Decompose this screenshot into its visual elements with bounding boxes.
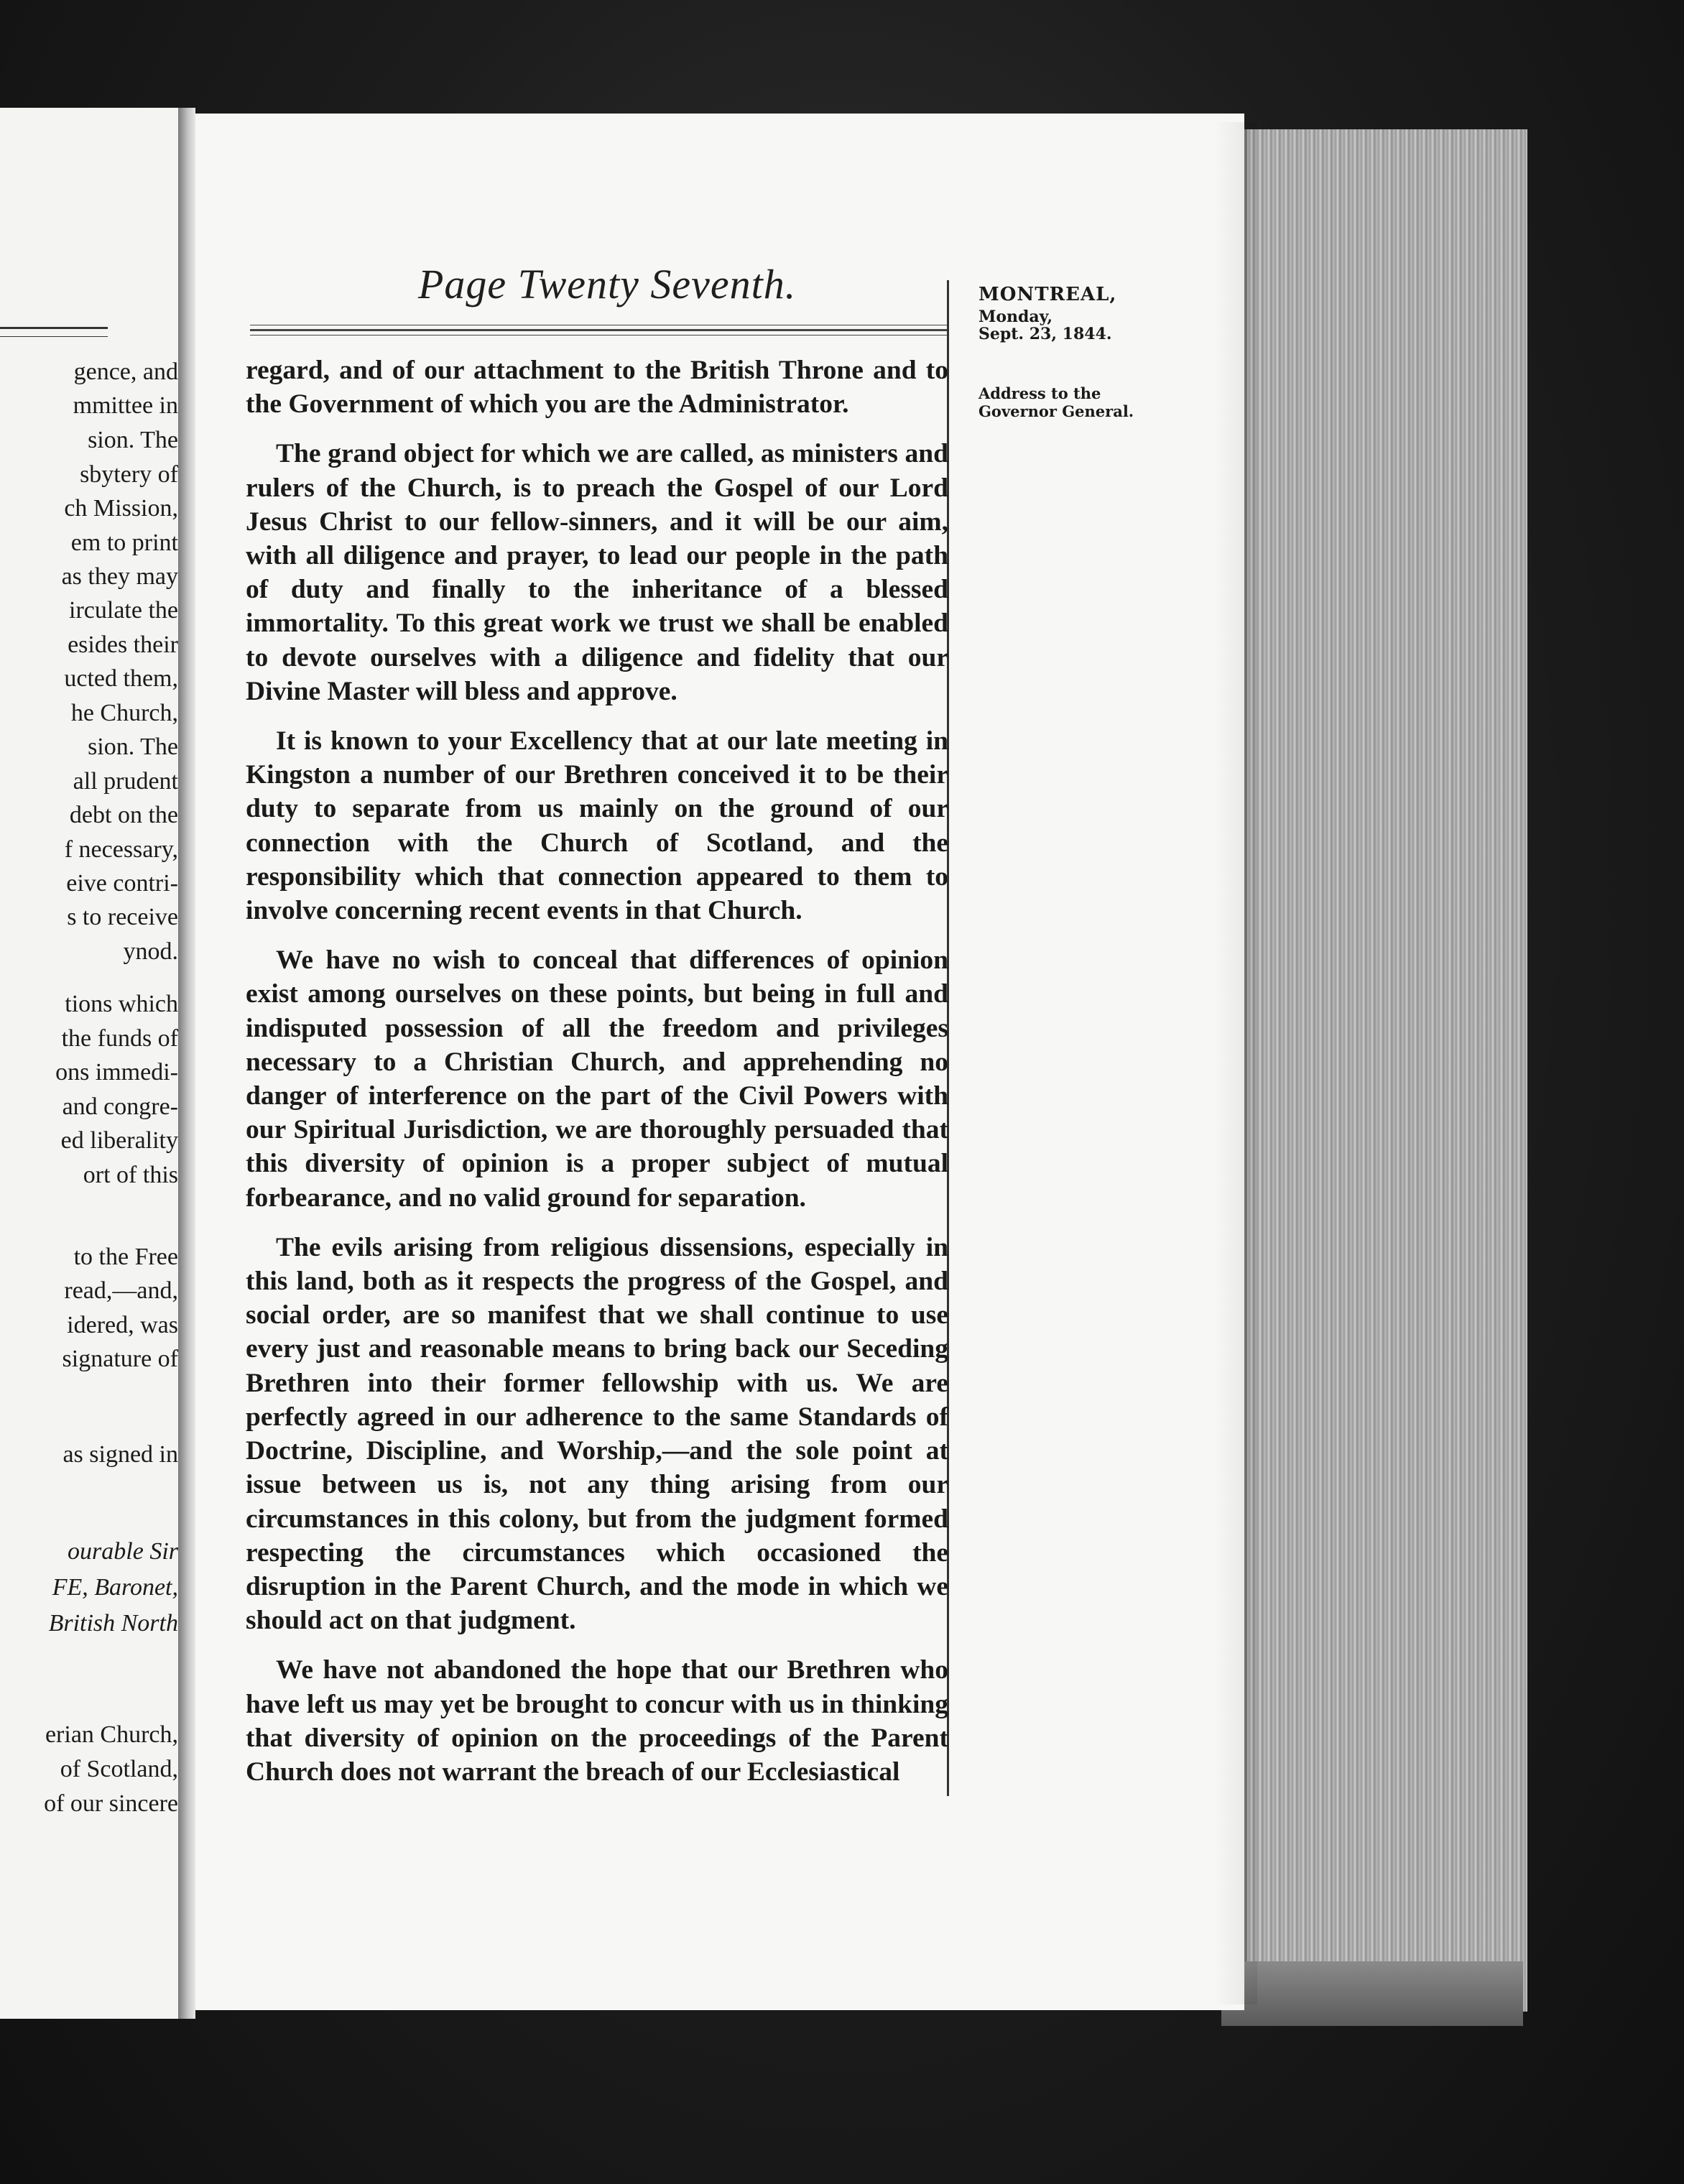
body-text	[246, 353, 948, 1805]
left-page-line: as signed in	[63, 1441, 178, 1468]
left-page-line: esides their	[68, 631, 178, 658]
left-page-line: ort of this	[83, 1162, 178, 1188]
book-gutter	[178, 108, 195, 2019]
page-edge-shadow	[1214, 122, 1257, 2004]
left-page-line: read,—and,	[64, 1277, 178, 1304]
left-page-line: and congre-	[62, 1093, 178, 1120]
margin-note-place: MONTREAL,	[979, 284, 1117, 305]
left-page-line: s to receive	[67, 904, 178, 930]
paragraph: regard, and of our attachment to the British Throne and to the Government of which you are the Administrator.	[246, 356, 948, 420]
heading-rule	[250, 335, 947, 336]
left-page-line: sbytery of	[80, 461, 178, 488]
left-page-line: tions which	[65, 991, 178, 1017]
left-page-line: British North	[48, 1610, 178, 1637]
left-page-line: eive contri-	[66, 870, 178, 897]
book-fore-edge	[1244, 129, 1527, 2012]
left-page-line: to the Free	[73, 1244, 178, 1270]
page-heading: Page Twenty Seventh.	[418, 261, 797, 307]
left-page-line: em to print	[70, 529, 178, 556]
paragraph: It is known to your Excellency that at our late meeting in Kingston a number of our Brethren conceived it to be their duty to separate from us mainly on the ground of our connection with the Church of Scotland, and the responsibility which that connection appeared to them to involve concerning recent events in that Church.	[246, 726, 948, 926]
left-page-line: ourable Sir	[68, 1538, 178, 1565]
left-page-line: sion. The	[88, 427, 178, 453]
left-page-line: mmittee in	[73, 392, 178, 419]
left-page-line: ynod.	[123, 938, 178, 965]
book-fore-edge-bottom	[1221, 1961, 1523, 2026]
left-page-line: irculate the	[69, 597, 178, 624]
left-page-rule-thin	[0, 336, 108, 337]
paragraph: We have no wish to conceal that differences of opinion exist among ourselves on these points, but being in full and indisputed possession of all the freedom and privileges necessary to a Christian Church, and apprehending no danger of interference on the part of the Civil Powers with our Spiritual Jurisdiction, we are thoroughly persuaded that this diversity of opinion is a proper subject of mutual forbearance, and no valid ground for separation.	[246, 945, 948, 1213]
left-page-line: of Scotland,	[60, 1756, 178, 1782]
left-page-line: FE, Baronet,	[52, 1574, 178, 1601]
margin-note-date: Sept. 23, 1844.	[979, 325, 1112, 343]
left-page-line: ucted them,	[64, 665, 178, 692]
paragraph: We have not abandoned the hope that our Brethren who have left us may yet be brought to concur with us in thinking that diversity of opinion on the proceedings of the Parent Church does not warrant the breach of our Ecclesiastical	[246, 1655, 948, 1787]
margin-note-subject: Governor General.	[979, 402, 1134, 420]
heading-rule-thick	[250, 329, 947, 331]
margin-note-day: Monday,	[979, 307, 1052, 326]
left-page-line: ons immedi-	[55, 1059, 178, 1086]
left-page-line: idered, was	[67, 1312, 178, 1338]
left-page-line: as they may	[61, 563, 178, 590]
left-page-line: gence, and	[73, 358, 178, 385]
margin-note-subject: Address to the	[979, 384, 1101, 402]
left-page-line: ch Mission,	[64, 495, 178, 522]
left-page-line: of our sincere	[44, 1790, 178, 1817]
left-page-line: all prudent	[73, 768, 178, 795]
left-facing-page	[0, 108, 180, 2019]
paragraph: The grand object for which we are called, as ministers and rulers of the Church, is to preach the Gospel of our Lord Jesus Christ to our fellow-sinners, and it will be our aim, with all diligence and prayer, to lead our people in the path of duty and finally to the inheritance of a blessed immortality. To this great work we trust we shall be enabled to devote ourselves with a diligence and fidelity that our Divine Master will bless and approve.	[246, 439, 948, 706]
left-page-line: signature of	[62, 1346, 178, 1372]
left-page-line: the funds of	[61, 1025, 178, 1052]
left-page-line: ed liberality	[60, 1127, 178, 1154]
left-page-line: f necessary,	[64, 836, 178, 863]
paragraph: The evils arising from religious dissensions, especially in this land, both as it respects the progress of the Gospel, and social order, are so manifest that we shall continue to use every just and reasonable means to bring back our Seceding Brethren into their former fellowship with us. We are perfectly agreed in our adherence to the same Standards of Doctrine, Discipline, and Worship,—and the sole point at issue between us is, not any thing arising from our circumstances in this colony, but from the judgment formed respecting the circumstances which occasioned the disruption in the Parent Church, and the mode in which we should act on that judgment.	[246, 1232, 948, 1636]
left-page-line: he Church,	[70, 700, 178, 726]
left-page-rule	[0, 327, 108, 329]
left-page-line: sion. The	[88, 734, 178, 760]
left-page-line: debt on the	[69, 802, 178, 828]
left-page-line: erian Church,	[45, 1721, 178, 1748]
